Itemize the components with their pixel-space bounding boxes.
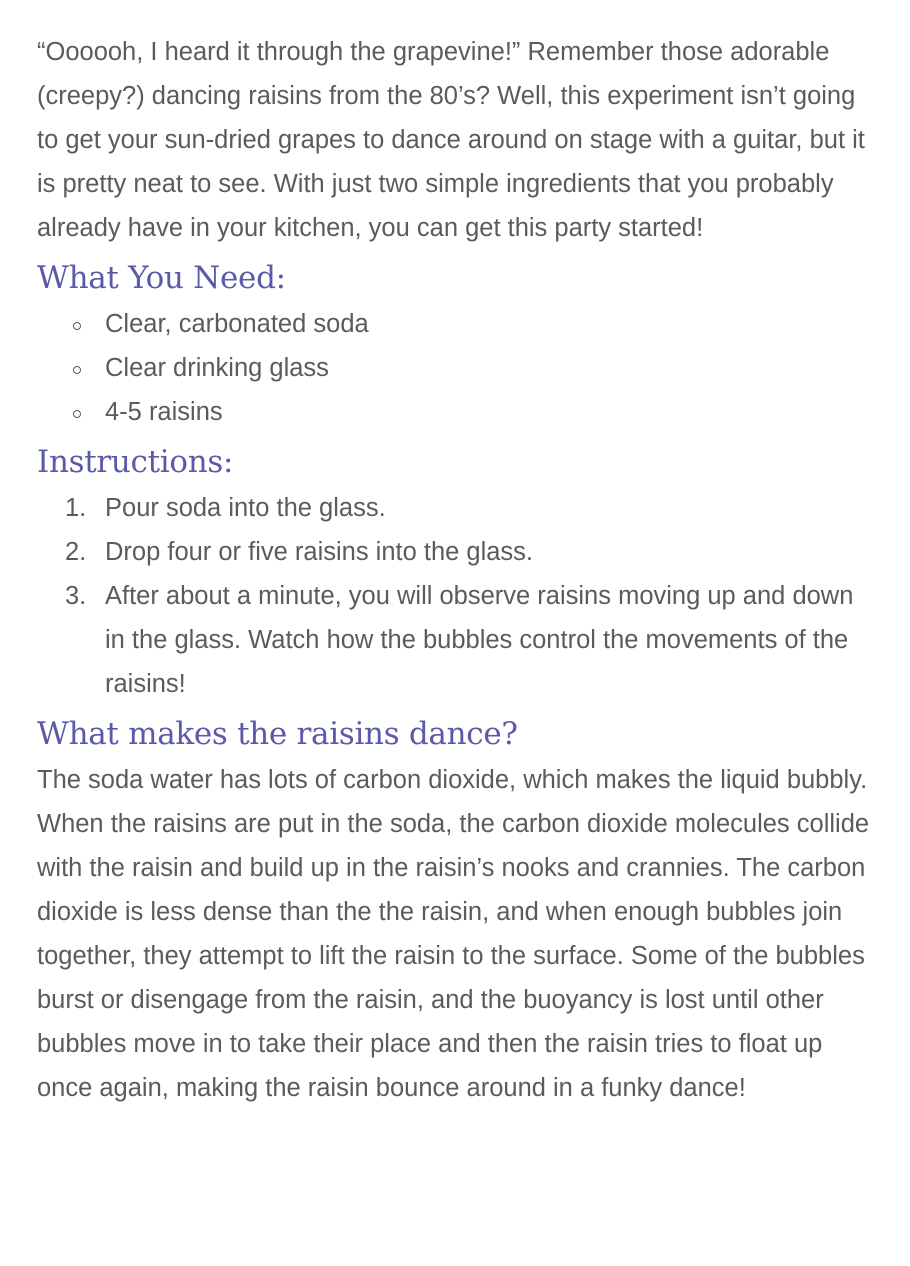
list-item: 4-5 raisins: [105, 390, 877, 434]
list-item: [65, 486, 877, 530]
instructions-heading: Instructions:: [37, 444, 234, 480]
explanation-heading: What makes the raisins dance?: [37, 716, 518, 752]
step-text: After about a minute, you will observe raisins moving up and down in the glass. Watch how the bubbles control the movements of the raisins!: [105, 582, 854, 698]
step-number: 2.: [65, 538, 87, 566]
list-item: Clear, carbonated soda: [105, 302, 877, 346]
list-item: [65, 530, 877, 574]
step-number: 3.: [65, 582, 87, 610]
article-content: [37, 30, 877, 1110]
list-item: [65, 574, 877, 706]
needs-list: [37, 302, 877, 434]
needs-heading: What You Need:: [37, 260, 286, 296]
step-text: Pour soda into the glass.: [105, 494, 386, 522]
instructions-list: [37, 486, 877, 706]
step-number: 1.: [65, 494, 87, 522]
list-item: Clear drinking glass: [105, 346, 877, 390]
explanation-paragraph: The soda water has lots of carbon dioxide, which makes the liquid bubbly. When the raisins are put in the soda, the carbon dioxide molecules collide with the raisin and build up in the raisin’s nooks and crannies. The carbon dioxide is less dense than the the raisin, and when enough bubbles join together, they attempt to lift the raisin to the surface. Some of the bubbles burst or disengage from the raisin, and the buoyancy is lost until other bubbles move in to take their place and then the raisin tries to float up once again, making the raisin bounce around in a funky dance!: [37, 766, 870, 1102]
intro-paragraph: “Oooooh, I heard it through the grapevine!” Remember those adorable (creepy?) dancing raisins from the 80’s? Well, this experiment isn’t going to get your sun-dried grapes to dance around on stage with a guitar, but it is pretty neat to see. With just two simple ingredients that you probably already have in your kitchen, you can get this party started!: [37, 38, 865, 242]
step-text: Drop four or five raisins into the glass.: [105, 538, 534, 566]
